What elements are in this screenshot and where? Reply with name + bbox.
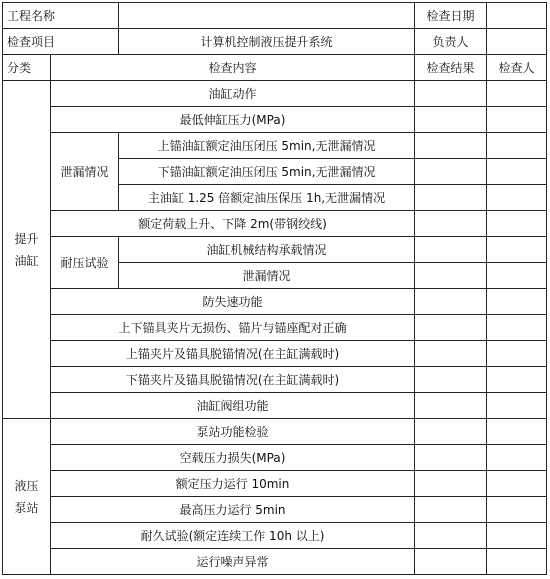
table-row bbox=[3, 393, 547, 419]
person-in-charge-field[interactable] bbox=[487, 29, 547, 55]
result-cell[interactable] bbox=[415, 237, 487, 263]
check-item: 上锚油缸额定油压闭压 5min,无泄漏情况 bbox=[119, 133, 415, 159]
check-item: 油缸动作 bbox=[51, 81, 415, 107]
inspection-date-field[interactable] bbox=[487, 3, 547, 29]
result-cell[interactable] bbox=[415, 289, 487, 315]
table-row bbox=[3, 289, 547, 315]
result-cell[interactable] bbox=[415, 211, 487, 237]
result-cell[interactable] bbox=[415, 419, 487, 445]
inspector-cell[interactable] bbox=[487, 523, 547, 549]
column-header-inspector: 检查人 bbox=[487, 55, 547, 81]
inspector-cell[interactable] bbox=[487, 315, 547, 341]
result-cell[interactable] bbox=[415, 393, 487, 419]
inspector-cell[interactable] bbox=[487, 81, 547, 107]
header-row-item bbox=[3, 29, 547, 55]
result-cell[interactable] bbox=[415, 159, 487, 185]
subgroup-pressure-test: 耐压试验 bbox=[51, 237, 119, 289]
inspector-cell[interactable] bbox=[487, 367, 547, 393]
check-item: 主油缸 1.25 倍额定油压保压 1h,无泄漏情况 bbox=[119, 185, 415, 211]
result-cell[interactable] bbox=[415, 185, 487, 211]
project-name-label: 工程名称 bbox=[3, 3, 119, 29]
table-row bbox=[3, 211, 547, 237]
check-item: 油缸机械结构承载情况 bbox=[119, 237, 415, 263]
inspector-cell[interactable] bbox=[487, 341, 547, 367]
result-cell[interactable] bbox=[415, 549, 487, 575]
check-item: 下锚夹片及锚具脱锚情况(在主缸满载时) bbox=[51, 367, 415, 393]
inspector-cell[interactable] bbox=[487, 497, 547, 523]
table-row bbox=[3, 445, 547, 471]
inspector-cell[interactable] bbox=[487, 419, 547, 445]
inspection-table bbox=[2, 2, 547, 575]
header-row-project bbox=[3, 3, 547, 29]
result-cell[interactable] bbox=[415, 341, 487, 367]
table-row bbox=[3, 341, 547, 367]
inspection-item-value: 计算机控制液压提升系统 bbox=[119, 29, 415, 55]
inspector-cell[interactable] bbox=[487, 185, 547, 211]
group-hydraulic-pump-line2: 泵站 bbox=[14, 500, 39, 515]
inspection-date-label: 检查日期 bbox=[415, 3, 487, 29]
result-cell[interactable] bbox=[415, 445, 487, 471]
check-item: 运行噪声异常 bbox=[51, 549, 415, 575]
column-header-row bbox=[3, 55, 547, 81]
group-lifting-cylinder bbox=[3, 81, 51, 419]
result-cell[interactable] bbox=[415, 523, 487, 549]
inspector-cell[interactable] bbox=[487, 393, 547, 419]
result-cell[interactable] bbox=[415, 263, 487, 289]
group-lifting-cylinder-line1: 提升 bbox=[14, 231, 39, 246]
inspection-form bbox=[2, 2, 546, 576]
column-header-result: 检查结果 bbox=[415, 55, 487, 81]
column-header-category: 分类 bbox=[3, 55, 51, 81]
inspector-cell[interactable] bbox=[487, 133, 547, 159]
subgroup-leakage: 泄漏情况 bbox=[51, 133, 119, 211]
result-cell[interactable] bbox=[415, 497, 487, 523]
table-row bbox=[3, 133, 547, 159]
check-item: 上锚夹片及锚具脱锚情况(在主缸满载时) bbox=[51, 341, 415, 367]
check-item: 上下锚具夹片无损伤、锚片与锚座配对正确 bbox=[51, 315, 415, 341]
inspector-cell[interactable] bbox=[487, 549, 547, 575]
result-cell[interactable] bbox=[415, 107, 487, 133]
check-item: 泄漏情况 bbox=[119, 263, 415, 289]
table-row bbox=[3, 549, 547, 575]
check-item: 耐久试验(额定连续工作 10h 以上) bbox=[51, 523, 415, 549]
result-cell[interactable] bbox=[415, 315, 487, 341]
table-row bbox=[3, 523, 547, 549]
table-row bbox=[3, 237, 547, 263]
check-item: 额定荷载上升、下降 2m(带钢绞线) bbox=[51, 211, 415, 237]
result-cell[interactable] bbox=[415, 81, 487, 107]
table-row bbox=[3, 471, 547, 497]
inspector-cell[interactable] bbox=[487, 289, 547, 315]
check-item: 额定压力运行 10min bbox=[51, 471, 415, 497]
check-item: 油缸阀组功能 bbox=[51, 393, 415, 419]
inspector-cell[interactable] bbox=[487, 107, 547, 133]
check-item: 防失速功能 bbox=[51, 289, 415, 315]
inspection-item-label: 检查项目 bbox=[3, 29, 119, 55]
table-row bbox=[3, 81, 547, 107]
inspector-cell[interactable] bbox=[487, 445, 547, 471]
project-name-field[interactable] bbox=[119, 3, 415, 29]
table-row bbox=[3, 497, 547, 523]
check-item: 泵站功能检验 bbox=[51, 419, 415, 445]
group-hydraulic-pump bbox=[3, 419, 51, 575]
check-item: 下锚油缸额定油压闭压 5min,无泄漏情况 bbox=[119, 159, 415, 185]
check-item: 最高压力运行 5min bbox=[51, 497, 415, 523]
column-header-content: 检查内容 bbox=[51, 55, 415, 81]
inspector-cell[interactable] bbox=[487, 159, 547, 185]
table-row bbox=[3, 107, 547, 133]
table-row bbox=[3, 419, 547, 445]
table-row bbox=[3, 367, 547, 393]
group-hydraulic-pump-line1: 液压 bbox=[14, 478, 39, 493]
inspector-cell[interactable] bbox=[487, 471, 547, 497]
inspector-cell[interactable] bbox=[487, 211, 547, 237]
person-in-charge-label: 负责人 bbox=[415, 29, 487, 55]
inspector-cell[interactable] bbox=[487, 263, 547, 289]
result-cell[interactable] bbox=[415, 367, 487, 393]
table-row bbox=[3, 315, 547, 341]
check-item: 空载压力损失(MPa) bbox=[51, 445, 415, 471]
inspector-cell[interactable] bbox=[487, 237, 547, 263]
check-item: 最低伸缸压力(MPa) bbox=[51, 107, 415, 133]
result-cell[interactable] bbox=[415, 471, 487, 497]
group-lifting-cylinder-line2: 油缸 bbox=[14, 253, 39, 268]
result-cell[interactable] bbox=[415, 133, 487, 159]
